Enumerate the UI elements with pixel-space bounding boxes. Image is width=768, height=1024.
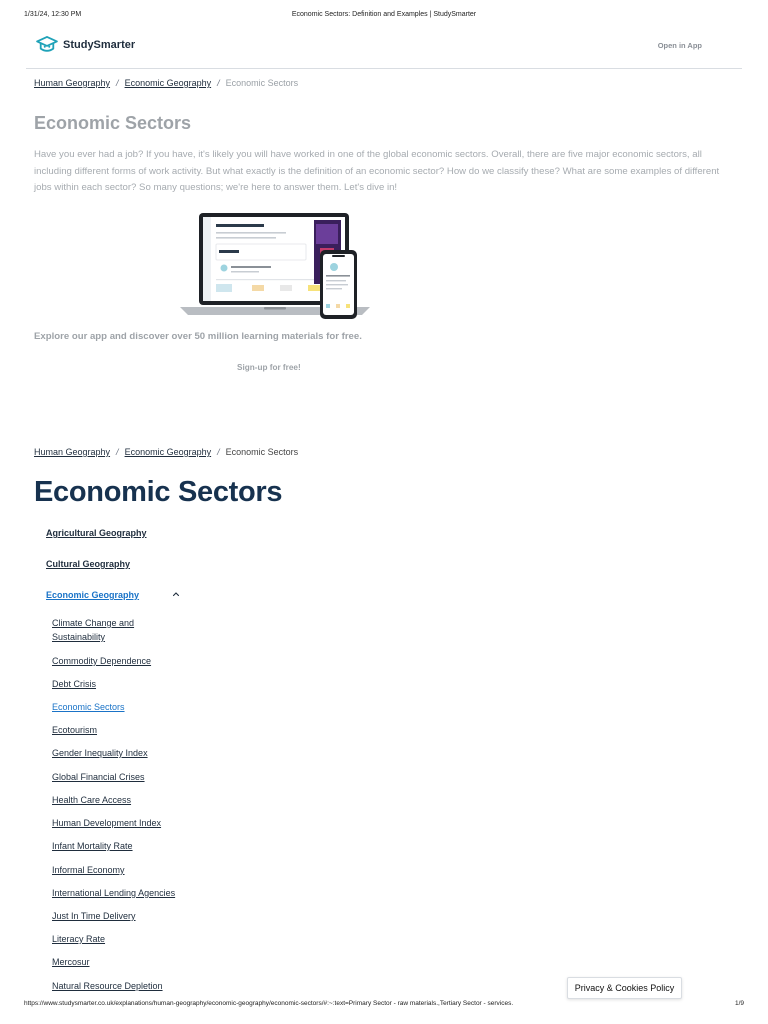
nav-topic-climate-change[interactable]: Climate Change and Sustainability: [52, 618, 135, 642]
nav-topic-economic-sectors[interactable]: Economic Sectors: [52, 702, 125, 712]
privacy-cookies-button[interactable]: Privacy & Cookies Policy: [567, 977, 682, 999]
nav-category-cultural-geography[interactable]: Cultural Geography: [46, 559, 131, 569]
page-title: Economic Sectors: [34, 476, 283, 508]
chevron-up-icon[interactable]: [172, 590, 180, 598]
nav-topic-human-development-index[interactable]: Human Development Index: [52, 818, 162, 828]
breadcrumb-current: Economic Sectors: [225, 78, 299, 88]
teaser-intro: Have you ever had a job? If you have, it's likely you will have worked in one of the global economic sectors. Overall, there are five major economic sectors, all including different forms of work activity. But what exactly is the definition of an economic sector? How do we classify these? What are some examples of different jobs within each sector? So many questions; we're here to answer them. Let's dive in!: [34, 149, 720, 193]
breadcrumb-human-geography[interactable]: Human Geography: [34, 78, 111, 88]
nav-topic-just-in-time-delivery[interactable]: Just In Time Delivery: [52, 911, 136, 921]
studysmarter-logo-icon: [36, 36, 58, 54]
breadcrumb-human-geography[interactable]: Human Geography: [34, 447, 111, 457]
print-footer: [0, 1000, 768, 1012]
nav-topic-health-care-access[interactable]: Health Care Access: [52, 795, 132, 805]
breadcrumb-separator: /: [116, 447, 119, 457]
nav-topic-literacy-rate[interactable]: Literacy Rate: [52, 934, 106, 944]
breadcrumb-economic-geography[interactable]: Economic Geography: [124, 447, 212, 457]
print-date: 1/31/24, 12:30 PM: [24, 11, 82, 18]
nav-topic-ecotourism[interactable]: Ecotourism: [52, 725, 98, 735]
app-bar: [26, 30, 742, 69]
nav-topic-commodity-dependence[interactable]: Commodity Dependence: [52, 656, 152, 666]
breadcrumb: [34, 78, 298, 88]
home-logo-link[interactable]: [36, 36, 135, 54]
nav-topic-informal-economy[interactable]: Informal Economy: [52, 865, 125, 875]
breadcrumb-separator: /: [116, 78, 119, 88]
breadcrumb-separator: /: [217, 78, 220, 88]
breadcrumb-economic-geography[interactable]: Economic Geography: [124, 78, 212, 88]
nav-topic-debt-crisis[interactable]: Debt Crisis: [52, 679, 97, 689]
print-header: [0, 10, 768, 22]
teaser-title: Economic Sectors: [34, 113, 192, 133]
breadcrumb: [34, 447, 298, 457]
nav-category-agricultural-geography[interactable]: Agricultural Geography: [46, 528, 147, 538]
nav-topic-international-lending-agencies[interactable]: International Lending Agencies: [52, 888, 176, 898]
print-url: https://www.studysmarter.co.uk/explanations/human-geography/economic-geography/economic-sectors/#:~:text=Primary Sector - raw materials.,Tertiary Sector - services.: [24, 1000, 514, 1007]
print-page-number: 1/9: [734, 1000, 744, 1007]
breadcrumb-separator: /: [217, 447, 220, 457]
logo-text: StudySmarter: [63, 39, 136, 51]
print-title: Economic Sectors: Definition and Examples | StudySmarter: [291, 11, 477, 18]
nav-topic-natural-resource-depletion[interactable]: Natural Resource Depletion: [52, 981, 163, 991]
nav-topic-infant-mortality-rate[interactable]: Infant Mortality Rate: [52, 841, 133, 851]
nav-category-economic-geography[interactable]: Economic Geography: [46, 590, 140, 600]
open-in-app-link[interactable]: Open in App: [657, 41, 702, 50]
nav-topic-gender-inequality-index[interactable]: Gender Inequality Index: [52, 748, 148, 758]
explore-app-text: Explore our app and discover over 50 million learning materials for free.: [34, 331, 362, 342]
app-devices-illustration: [180, 210, 370, 322]
signup-link[interactable]: Sign-up for free!: [237, 363, 301, 372]
nav-topic-global-financial-crises[interactable]: Global Financial Crises: [52, 772, 145, 782]
breadcrumb-current: Economic Sectors: [225, 447, 299, 457]
nav-topic-mercosur[interactable]: Mercosur: [52, 957, 90, 967]
